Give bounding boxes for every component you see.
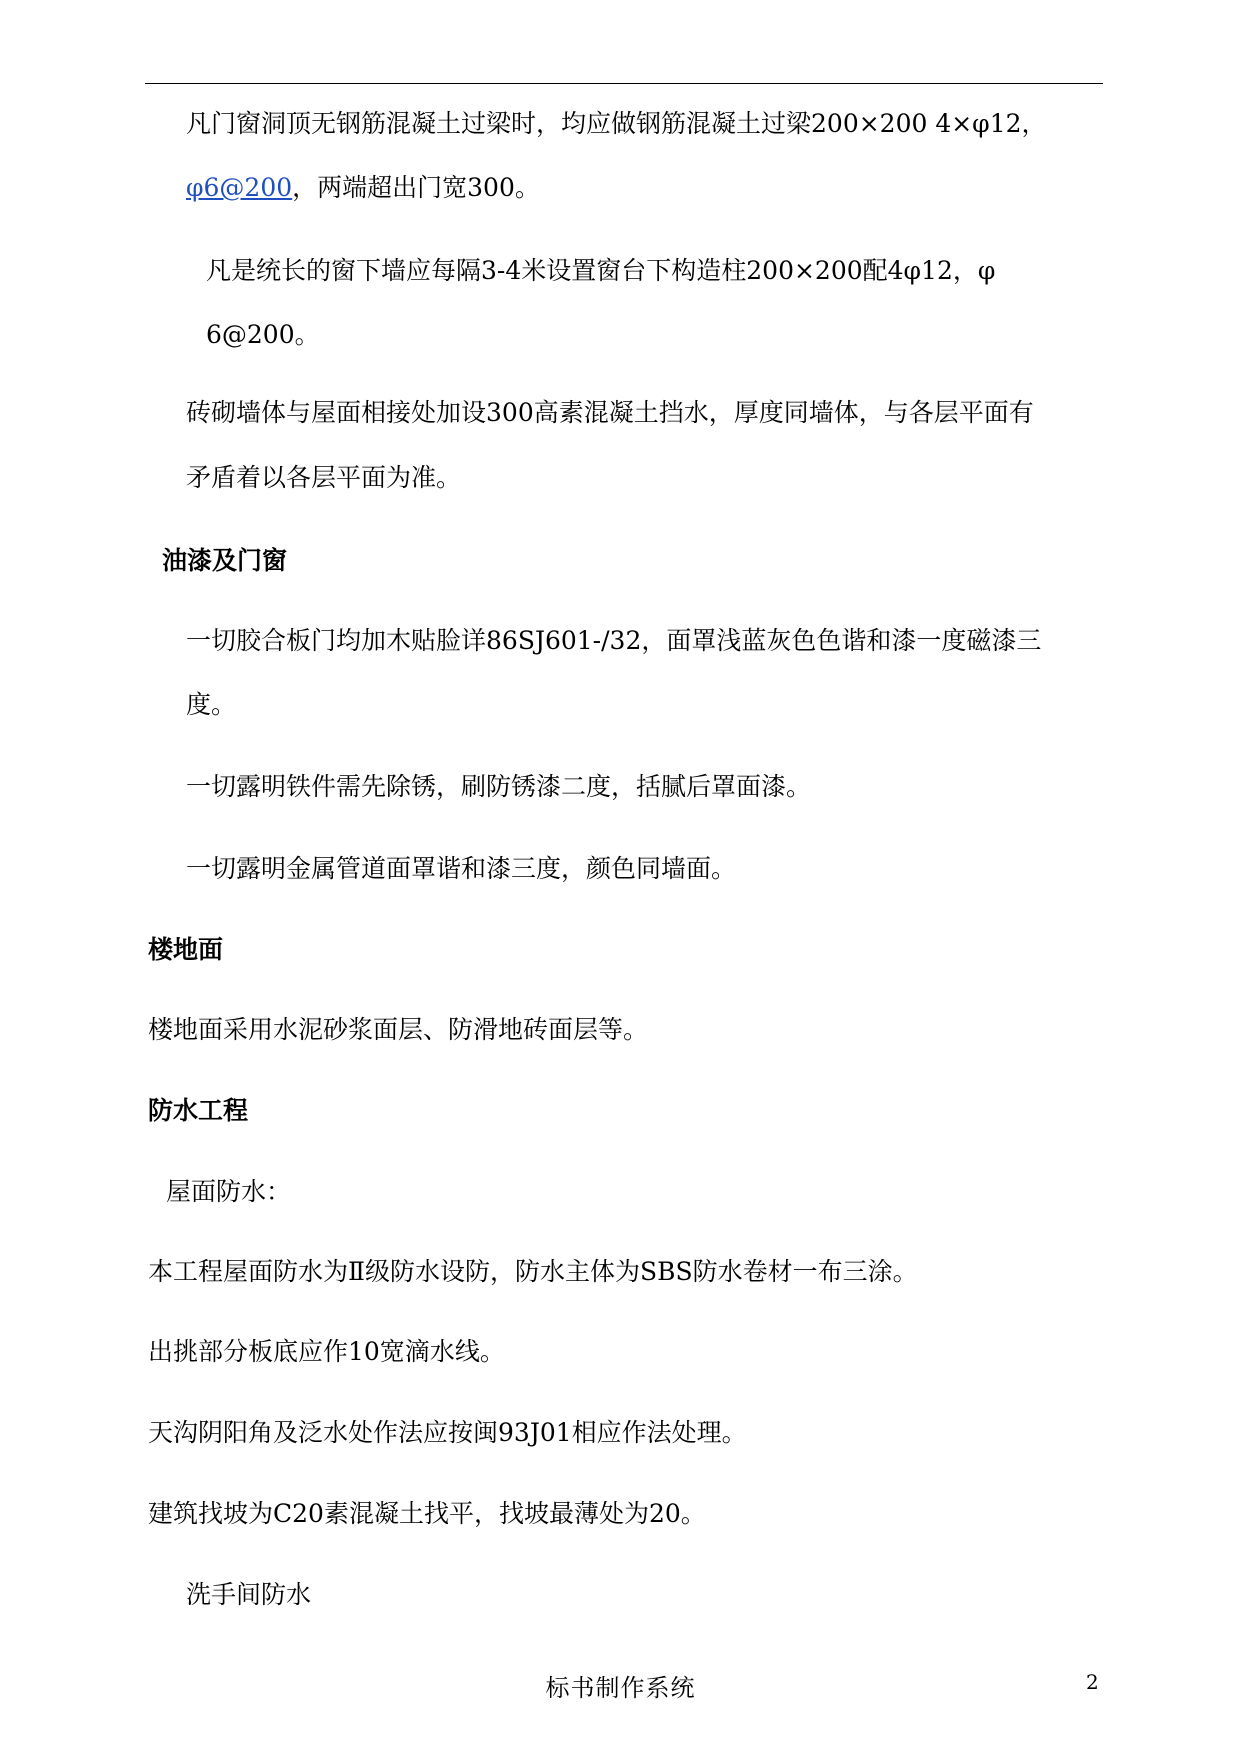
lintel-paragraph-line2 bbox=[186, 171, 540, 205]
washroom-waterproof-label: 洗手间防水 bbox=[186, 1580, 312, 1609]
lintel-paragraph-line2-text: ，两端超出门宽300。 bbox=[292, 173, 540, 202]
plywood-door-paragraph-line1: 一切胶合板门均加木贴脸详86SJ601-/32，面罩浅蓝灰色色谐和漆一度磁漆三 bbox=[186, 626, 1042, 655]
heading-paint-doors-windows: 油漆及门窗 bbox=[162, 546, 288, 575]
footer-title: 标书制作系统 bbox=[545, 1674, 696, 1702]
metal-pipes-paragraph: 一切露明金属管道面罩谐和漆三度，颜色同墙面。 bbox=[186, 854, 737, 883]
iron-parts-paragraph: 一切露明铁件需先除锈，刷防锈漆二度，括腻后罩面漆。 bbox=[186, 772, 812, 801]
parapet-paragraph-line1: 砖砌墙体与屋面相接处加设300高素混凝土挡水，厚度同墙体，与各层平面有 bbox=[186, 398, 1034, 427]
page-number: 2 bbox=[1086, 1670, 1099, 1694]
roof-waterproof-label: 屋面防水： bbox=[166, 1177, 292, 1206]
window-column-paragraph-line1: 凡是统长的窗下墙应每隔3-4米设置窗台下构造柱200×200配4φ12，φ bbox=[206, 256, 996, 285]
roof-waterproof-level-paragraph: 本工程屋面防水为Ⅱ级防水设防，防水主体为SBS防水卷材一布三涂。 bbox=[148, 1257, 918, 1286]
lintel-paragraph-line1: 凡门窗洞顶无钢筋混凝土过梁时，均应做钢筋混凝土过梁200×200 4×φ12， bbox=[186, 109, 1047, 138]
slope-paragraph: 建筑找坡为C20素混凝土找平，找坡最薄处为20。 bbox=[148, 1499, 706, 1528]
heading-waterproofing: 防水工程 bbox=[148, 1096, 249, 1125]
header-rule bbox=[145, 83, 1103, 84]
rebar-spec-link[interactable]: φ6@200 bbox=[186, 173, 293, 202]
gutter-paragraph: 天沟阴阳角及泛水处作法应按闽93J01相应作法处理。 bbox=[148, 1418, 747, 1447]
parapet-paragraph-line2: 矛盾着以各层平面为准。 bbox=[186, 463, 462, 492]
plywood-door-paragraph-line2: 度。 bbox=[186, 690, 237, 719]
drip-line-paragraph: 出挑部分板底应作10宽滴水线。 bbox=[148, 1337, 505, 1366]
floor-paragraph: 楼地面采用水泥砂浆面层、防滑地砖面层等。 bbox=[148, 1015, 649, 1044]
window-column-paragraph-line2: 6@200。 bbox=[206, 320, 320, 349]
heading-floor: 楼地面 bbox=[148, 935, 224, 964]
